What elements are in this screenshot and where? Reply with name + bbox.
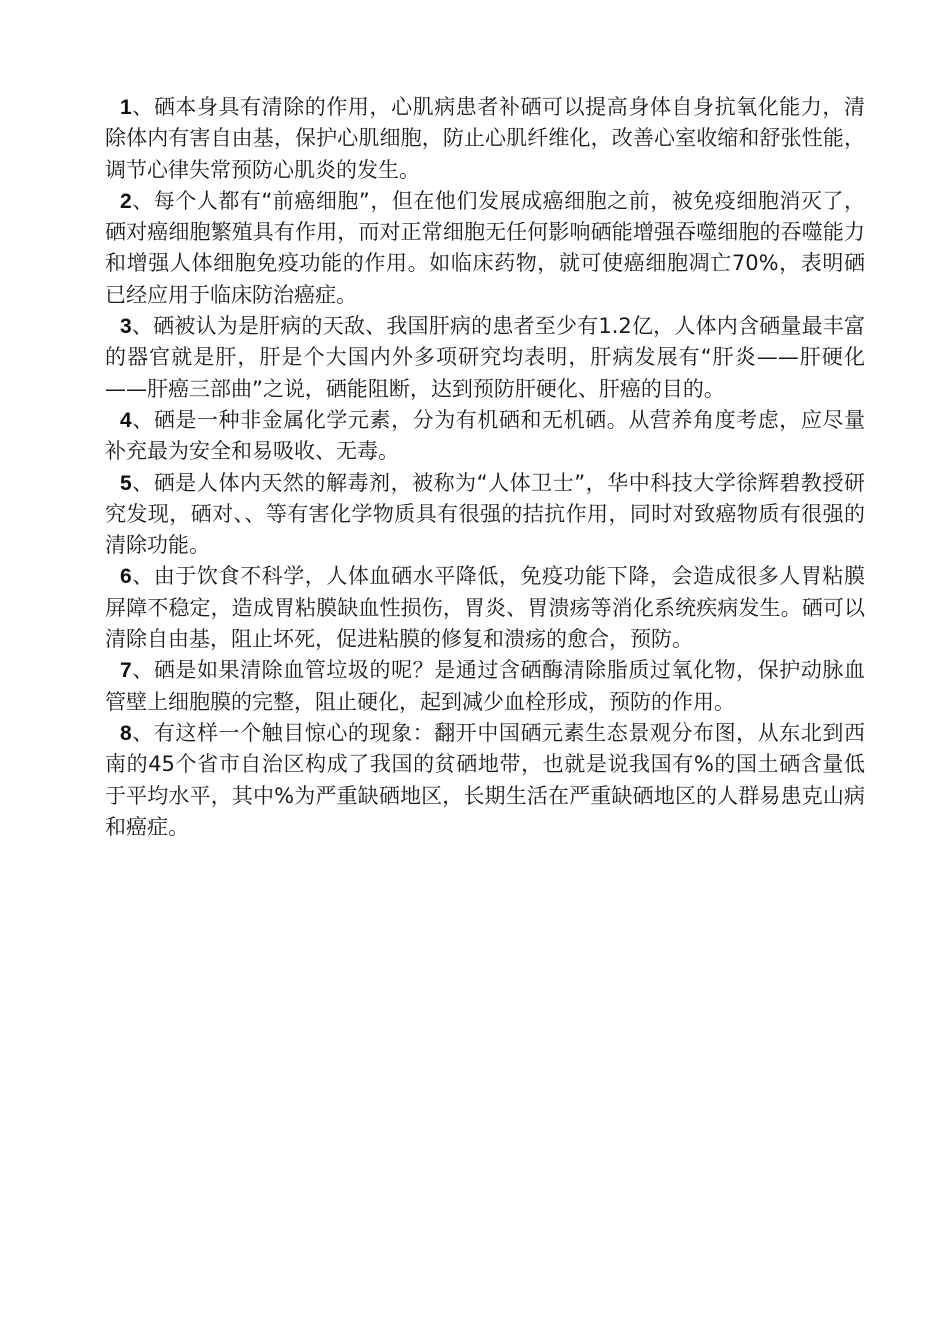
paragraph-number: 6	[120, 565, 132, 589]
paragraph-number: 8	[120, 721, 132, 745]
paragraph-4	[105, 405, 865, 468]
paragraph-2	[105, 186, 865, 311]
paragraph-number: 1	[120, 96, 132, 119]
paragraph-text: 、硒是人体内天然的解毒剂，被称为“人体卫士”，华中科技大学徐辉碧教授研究发现，硒对、、等有害化学物质具有很强的拮抗作用，同时对致癌物质有很强的清除功能。	[105, 470, 865, 558]
paragraph-8	[105, 718, 865, 843]
document-body	[105, 92, 865, 843]
paragraph-text: 、硒是如果清除血管垃圾的呢？是通过含硒酶清除脂质过氧化物，保护动脉血管壁上细胞膜的完整，阻止硬化，起到减少血栓形成，预防的作用。	[105, 658, 865, 714]
paragraph-number: 5	[120, 471, 132, 495]
paragraph-3	[105, 311, 865, 405]
paragraph-number: 7	[120, 659, 132, 683]
paragraph-text: 、硒本身具有清除的作用，心肌病患者补硒可以提高身体自身抗氧化能力，清除体内有害自由基，保护心肌细胞，防止心肌纤维化，改善心室收缩和舒张性能，调节心律失常预防心肌炎的发生。	[105, 95, 865, 182]
paragraph-6	[105, 561, 865, 655]
paragraph-text: 、有这样一个触目惊心的现象：翻开中国硒元素生态景观分布图，从东北到西南的45个省市自治区构成了我国的贫硒地带，也就是说我国有%的国土硒含量低于平均水平，其中%为严重缺硒地区，长期生活在严重缺硒地区的人群易患克山病和癌症。	[105, 720, 865, 839]
paragraph-number: 3	[120, 315, 132, 339]
paragraph-1	[105, 92, 865, 186]
paragraph-5	[105, 468, 865, 562]
paragraph-text: 、由于饮食不科学，人体血硒水平降低，免疫功能下降，会造成很多人胃粘膜屏障不稳定，造成胃粘膜缺血性损伤，胃炎、胃溃疡等消化系统疾病发生。硒可以清除自由基，阻止坏死，促进粘膜的修复和溃疡的愈合，预防。	[105, 564, 865, 652]
paragraph-text: 、每个人都有“前癌细胞”，但在他们发展成癌细胞之前，被免疫细胞消灭了，硒对癌细胞繁殖具有作用，而对正常细胞无任何影响硒能增强吞噬细胞的吞噬能力和增强人体细胞免疫功能的作用。如临床药物，就可使癌细胞凋亡70%，表明硒已经应用于临床防治癌症。	[105, 188, 865, 307]
paragraph-number: 2	[120, 189, 132, 213]
paragraph-7	[105, 655, 865, 718]
paragraph-number: 4	[120, 408, 132, 432]
paragraph-text: 、硒是一种非金属化学元素，分为有机硒和无机硒。从营养角度考虑，应尽量补充最为安全和易吸收、无毒。	[105, 407, 865, 464]
paragraph-text: 、硒被认为是肝病的天敌、我国肝病的患者至少有1.2亿，人体内含硒量最丰富的器官就是肝，肝是个大国内外多项研究均表明，肝病发展有“肝炎——肝硬化——肝癌三部曲”之说，硒能阻断，达到预防肝硬化、肝癌的目的。	[105, 314, 865, 401]
